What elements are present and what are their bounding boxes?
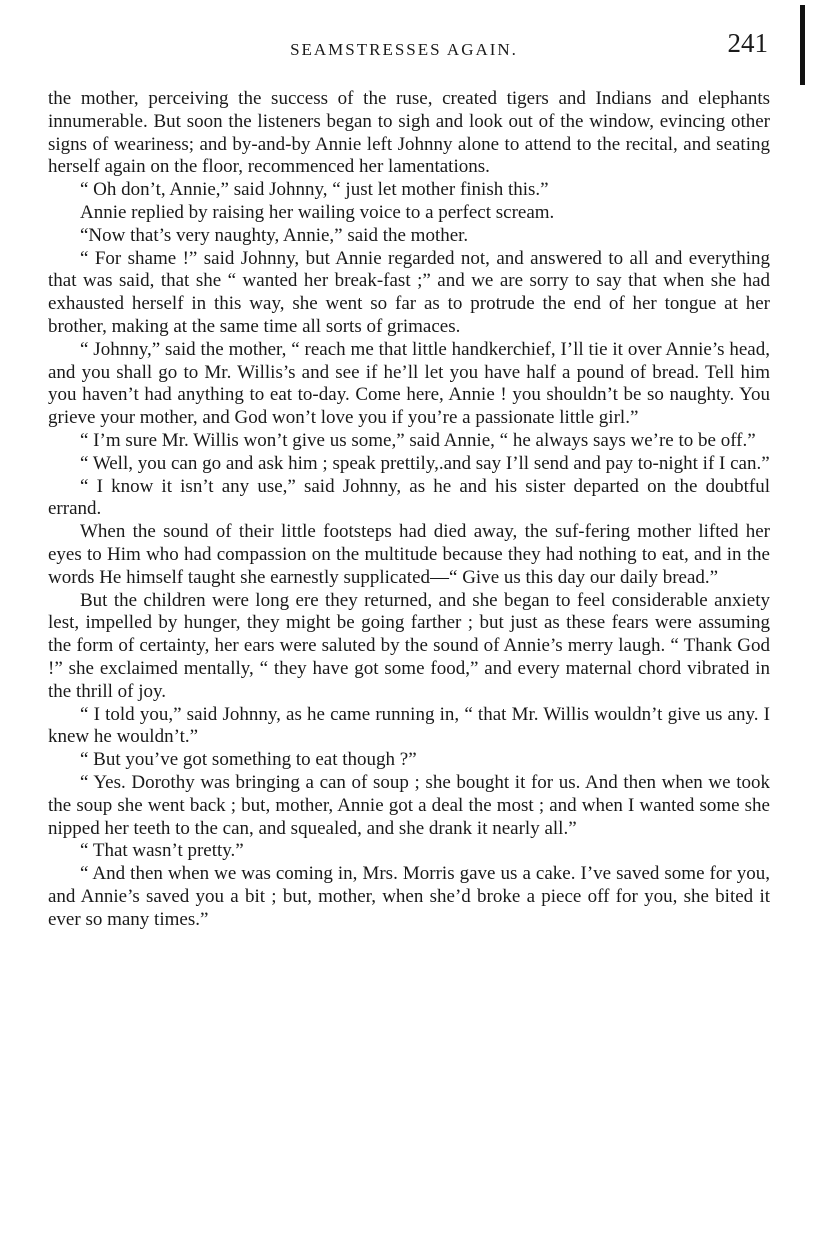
paragraph: Annie replied by raising her wailing voice to a perfect scream. xyxy=(80,201,555,223)
paragraph: the mother, perceiving the success of the ruse, created tigers and Indians and elephants innumerable. But soon the listeners began to sigh and look out of the window, evincing other signs of weariness; and by-and-by Annie left Johnny alone to attend to the recital, and seating herself again on the floor, recommenced her lamentations. xyxy=(48,88,770,178)
page-edge-rule xyxy=(800,5,805,85)
running-title: SEAMSTRESSES AGAIN. xyxy=(290,40,518,59)
paragraph: “ For shame !” said Johnny, but Annie regarded not, and answered to all and everything that was said, that she “ wanted her break-fast ;” and we are sorry to say that when she had exhausted herself in this way, she went so far as to protrude the end of her tongue at her brother, making at the same time all sorts of grimaces. xyxy=(48,247,770,337)
paragraph: “ That wasn’t pretty.” xyxy=(80,840,244,862)
paragraph: “ I know it isn’t any use,” said Johnny, as he and his sister departed on the doubtful errand. xyxy=(48,475,770,520)
paragraph: “ Yes. Dorothy was bringing a can of soup ; she bought it for us. And then when we took the soup she went back ; but, mother, Annie got a deal the most ; and when I wanted some she nipped her teeth to the can, and squealed, and she drank it nearly all.” xyxy=(48,771,770,839)
paragraph: “ Oh don’t, Annie,” said Johnny, “ just let mother finish this.” xyxy=(80,179,549,201)
paragraph: “ Johnny,” said the mother, “ reach me that little handkerchief, I’ll tie it over Annie’s head, and you shall go to Mr. Willis’s and see if he’ll let you have half a pound of bread. Tell him you haven’t had anything to eat to-day. Come here, Annie ! you shouldn’t be so naughty. You grieve your mother, and God won’t love you if you’re a passionate little girl.” xyxy=(48,338,770,429)
page-header xyxy=(40,28,768,68)
paragraph: But the children were long ere they returned, and she began to feel considerable anxiety lest, impelled by hunger, they might be going farther ; but just as these fears were assuming the form of certainty, her ears were saluted by the sound of Annie’s merry laugh. “ Thank God !” she exclaimed mentally, “ they have got some food,” and every maternal chord vibrated in the thrill of joy. xyxy=(48,589,770,702)
paragraph: “ Well, you can go and ask him ; speak prettily,.and say I’ll send and pay to-night if I can.” xyxy=(80,452,770,474)
paragraph: “ I told you,” said Johnny, as he came running in, “ that Mr. Willis wouldn’t give us any. I knew he wouldn’t.” xyxy=(48,703,770,748)
body-text xyxy=(48,88,770,931)
paragraph: “ I’m sure Mr. Willis won’t give us some,” said Annie, “ he always says we’re to be off.” xyxy=(80,429,756,451)
paragraph: “Now that’s very naughty, Annie,” said the mother. xyxy=(80,224,469,246)
paragraph: When the sound of their little footsteps had died away, the suf-fering mother lifted her eyes to Him who had compassion on the multitude because they had nothing to eat, and in the words He himself taught she earnestly supplicated—“ Give us this day our daily bread.” xyxy=(48,521,770,588)
page-number: 241 xyxy=(727,28,768,58)
paragraph: “ And then when we was coming in, Mrs. Morris gave us a cake. I’ve saved some for you, and Annie’s saved you a bit ; but, mother, when she’d broke a piece off for you, she bited it ever so many times.” xyxy=(48,863,770,930)
paragraph: “ But you’ve got something to eat though ?” xyxy=(80,749,417,771)
